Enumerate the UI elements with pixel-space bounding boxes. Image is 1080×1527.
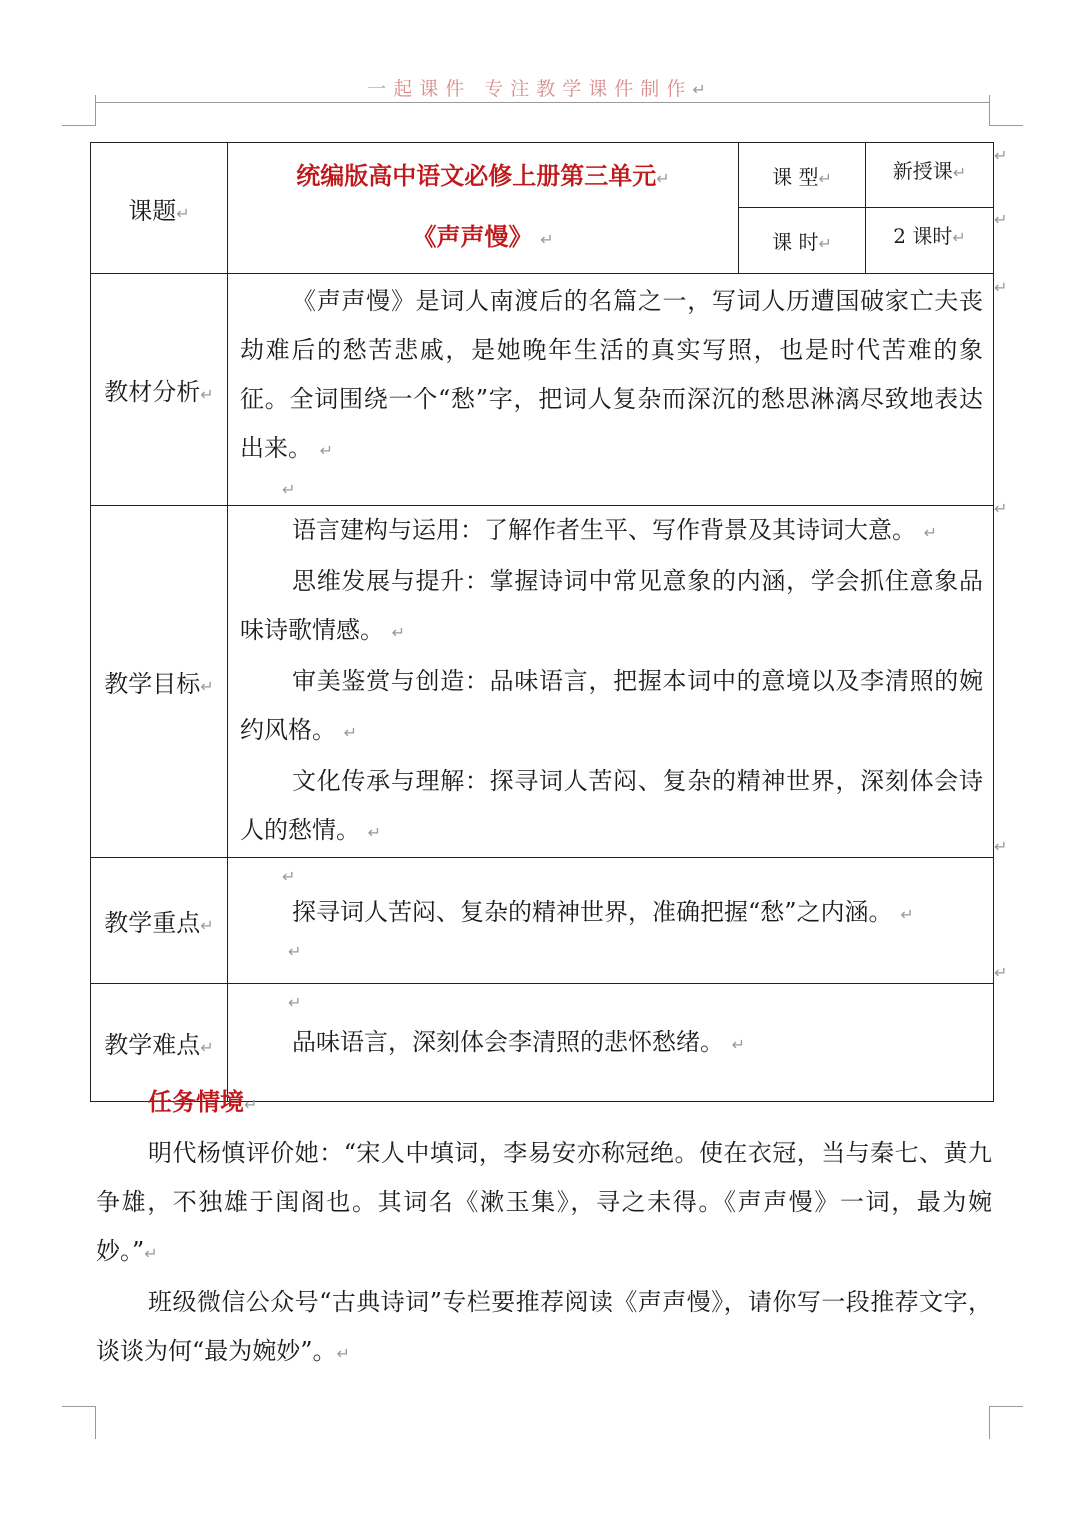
poem-title: 《声声慢》 xyxy=(412,222,533,251)
analysis-cell xyxy=(228,274,994,506)
goal-item xyxy=(228,657,993,757)
row-end-mark: ↵ xyxy=(994,210,1008,229)
row-end-mark: ↵ xyxy=(994,837,1008,856)
lesson-type-label: 课 型 xyxy=(772,164,819,189)
return-mark: ↵ xyxy=(818,234,832,253)
hours-label: 课 时 xyxy=(772,230,819,254)
return-mark: ↵ xyxy=(282,867,296,886)
task-heading: 任务情境 xyxy=(148,1087,244,1116)
crop-mark-bottom-left xyxy=(62,1406,96,1439)
subject-label-cell xyxy=(91,143,228,274)
analysis-paragraph xyxy=(228,277,993,475)
goals-cell xyxy=(228,506,994,858)
lesson-title: 统编版高中语文必修上册第三单元 xyxy=(296,161,657,190)
lesson-type-label-cell xyxy=(739,143,866,208)
task-paragraph-1 xyxy=(96,1129,992,1278)
goal-text: 审美鉴赏与创造：品味语言，把握本词中的意境以及李清照的婉约风格。 xyxy=(240,667,983,744)
return-mark: ↵ xyxy=(200,916,214,935)
lesson-type-value: 新授课 xyxy=(892,159,953,183)
task-text-1: 明代杨慎评价她：“宋人中填词，李易安亦称冠绝。使在衣冠，当与秦七、黄九争雄，不独雄于闺阁也。其词名《漱玉集》，寻之未得。《声声慢》一词，最为婉妙。” xyxy=(96,1139,992,1265)
lesson-type-value-cell xyxy=(866,143,994,208)
return-mark: ↵ xyxy=(343,723,358,742)
return-mark: ↵ xyxy=(319,441,334,460)
goal-text: 语言建构与运用：了解作者生平、写作背景及其诗词大意。 xyxy=(292,516,916,544)
page-header xyxy=(0,74,1080,101)
focus-label: 教学重点 xyxy=(104,909,201,937)
hours-value: 2 课时 xyxy=(893,224,953,248)
header-rule xyxy=(95,102,990,103)
return-mark: ↵ xyxy=(391,623,406,642)
return-mark: ↵ xyxy=(288,942,302,961)
goals-label: 教学目标 xyxy=(104,670,201,698)
return-mark: ↵ xyxy=(144,1244,158,1263)
header-text: 一起课件 专注教学课件制作 xyxy=(367,78,693,100)
focus-label-cell xyxy=(91,858,228,984)
return-mark: ↵ xyxy=(692,80,713,99)
goal-text: 思维发展与提升：掌握诗词中常见意象的内涵，学会抓住意象品味诗歌情感。 xyxy=(240,567,983,644)
difficulty-text: 品味语言，深刻体会李清照的悲怀愁绪。 xyxy=(292,1028,724,1056)
return-mark: ↵ xyxy=(200,385,214,404)
analysis-label: 教材分析 xyxy=(104,378,201,406)
focus-text: 探寻词人苦闷、复杂的精神世界，准确把握“愁”之内涵。 xyxy=(292,898,893,926)
hours-value-cell xyxy=(866,208,994,274)
task-section xyxy=(96,1077,992,1378)
crop-mark-top-left xyxy=(62,95,96,126)
return-mark: ↵ xyxy=(540,230,554,249)
return-mark: ↵ xyxy=(282,480,296,499)
return-mark: ↵ xyxy=(952,163,967,182)
return-mark: ↵ xyxy=(288,993,302,1012)
return-mark: ↵ xyxy=(952,228,966,247)
row-end-mark: ↵ xyxy=(994,499,1008,518)
return-mark: ↵ xyxy=(200,1038,214,1057)
return-mark: ↵ xyxy=(731,1035,746,1054)
focus-cell xyxy=(228,858,994,984)
row-end-mark: ↵ xyxy=(994,278,1008,297)
hours-label-cell xyxy=(739,208,866,274)
row-end-mark: ↵ xyxy=(994,146,1008,165)
return-mark: ↵ xyxy=(244,1095,258,1114)
return-mark: ↵ xyxy=(176,203,190,223)
task-paragraph-2 xyxy=(96,1278,992,1378)
title-cell xyxy=(228,143,739,274)
return-mark: ↵ xyxy=(200,677,214,696)
return-mark: ↵ xyxy=(900,905,914,924)
return-mark: ↵ xyxy=(367,823,382,842)
goal-item xyxy=(228,557,993,657)
focus-paragraph xyxy=(228,892,993,935)
goal-text: 文化传承与理解：探寻词人苦闷、复杂的精神世界，深刻体会诗人的愁情。 xyxy=(240,767,983,844)
difficulty-paragraph xyxy=(228,1018,993,1069)
subject-label: 课题 xyxy=(128,196,177,225)
goal-item xyxy=(228,506,993,557)
crop-mark-bottom-right xyxy=(989,1406,1023,1439)
analysis-text: 《声声慢》是词人南渡后的名篇之一，写词人历遭国破家亡夫丧劫难后的愁苦悲戚，是她晚年生活的真实写照，也是时代苦难的象征。全词围绕一个“愁”字，把词人复杂而深沉的愁思淋漓尽致地表达出来。 xyxy=(240,287,983,462)
return-mark: ↵ xyxy=(818,168,832,188)
crop-mark-top-right xyxy=(989,95,1023,126)
goal-item xyxy=(228,757,993,857)
goals-label-cell xyxy=(91,506,228,858)
row-end-mark: ↵ xyxy=(994,963,1008,982)
return-mark: ↵ xyxy=(923,523,938,542)
return-mark: ↵ xyxy=(656,169,670,188)
difficulty-label: 教学难点 xyxy=(104,1031,201,1059)
task-text-2: 班级微信公众号“古典诗词”专栏要推荐阅读《声声慢》，请你写一段推荐文字，谈谈为何“最为婉妙”。 xyxy=(96,1288,992,1365)
lesson-plan-table xyxy=(90,142,994,1102)
analysis-label-cell xyxy=(91,274,228,506)
return-mark: ↵ xyxy=(336,1344,350,1363)
